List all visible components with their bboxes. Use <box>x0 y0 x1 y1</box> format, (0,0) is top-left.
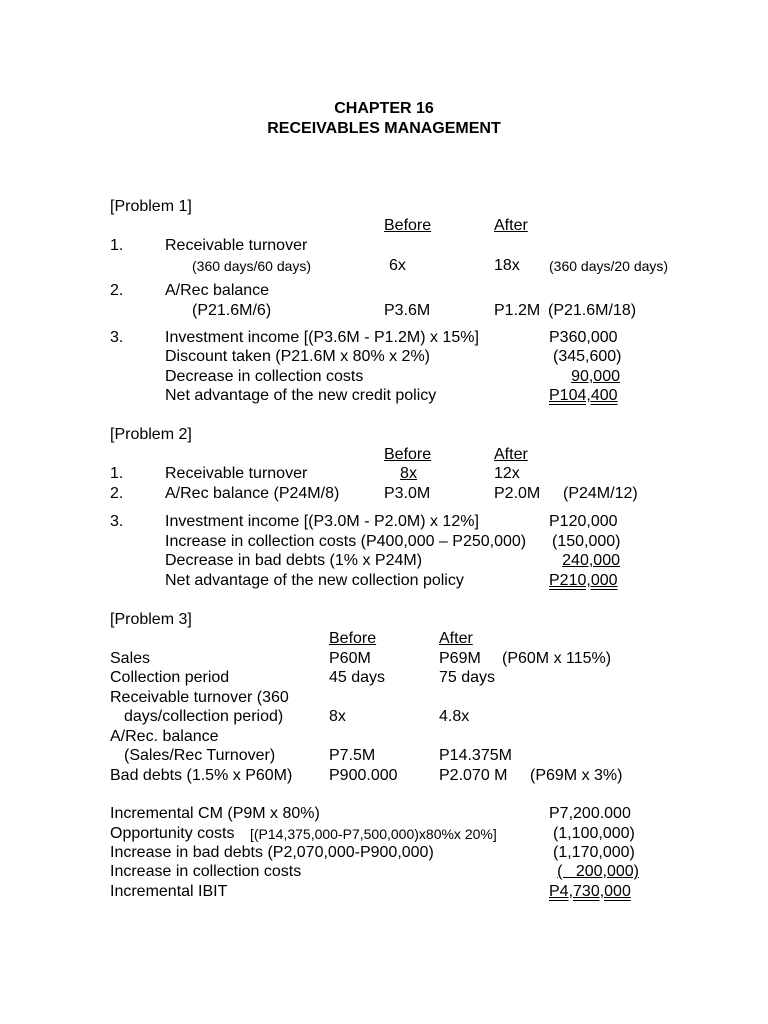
p3-row-label-cont: days/collection period) <box>124 708 284 725</box>
p1-item-number: 2. <box>110 282 124 299</box>
p2-item-number: 3. <box>110 513 124 530</box>
chapter-number: CHAPTER 16 <box>334 100 434 117</box>
p1-label: Net advantage of the new credit policy <box>165 387 437 404</box>
p2-before-header: Before <box>384 446 432 463</box>
p2-after-value: P2.0M <box>494 485 541 502</box>
p1-before-value: 6x <box>389 257 406 274</box>
p3-after-value: 75 days <box>439 669 496 686</box>
p3-label: Increase in collection costs <box>110 863 302 880</box>
p3-label: Increase in bad debts (P2,070,000-P900,000) <box>110 844 434 861</box>
p1-after-value: P1.2M <box>494 302 541 319</box>
p3-after-value: P2.070 M <box>439 767 508 784</box>
p3-row-label: Bad debts (1.5% x P60M) <box>110 767 293 784</box>
p3-before-value: P900.000 <box>329 767 398 784</box>
p3-before-value: 8x <box>329 708 346 725</box>
p1-before-header: Before <box>384 217 432 234</box>
p3-row-label: A/Rec. balance <box>110 728 219 745</box>
p2-label: Investment income [(P3.0M - P2.0M) x 12%] <box>165 513 479 530</box>
p1-after-value: 18x <box>494 257 520 274</box>
p1-amount: (345,600) <box>553 348 622 365</box>
p3-after-value: 4.8x <box>439 708 470 725</box>
p1-sublabel: (P21.6M/6) <box>192 302 272 319</box>
p2-after-header: After <box>494 446 528 463</box>
p2-label: Net advantage of the new collection policy <box>165 572 464 589</box>
p3-after-value: P14.375M <box>439 747 512 764</box>
p2-label: Increase in collection costs (P400,000 – P250,000) <box>165 533 527 550</box>
p3-row-label-cont: (Sales/Rec Turnover) <box>124 747 276 764</box>
p3-label: Opportunity costs <box>110 825 235 842</box>
p2-label: Decrease in bad debts (1% x P24M) <box>165 552 423 569</box>
p3-before-value: P7.5M <box>329 747 376 764</box>
p3-after-header: After <box>439 630 473 647</box>
p3-total: P4,730,000 <box>549 883 631 900</box>
p1-label: A/Rec balance <box>165 282 270 299</box>
p2-after-value: 12x <box>494 465 520 482</box>
p3-note: (P69M x 3%) <box>530 767 623 784</box>
p3-before-header: Before <box>329 630 377 647</box>
p3-note: (P60M x 115%) <box>502 650 612 667</box>
p2-item-number: 2. <box>110 485 124 502</box>
p3-before-value: 45 days <box>329 669 386 686</box>
problem-1-heading: [Problem 1] <box>110 198 192 215</box>
p1-note: (P21.6M/18) <box>548 302 637 319</box>
p1-item-number: 3. <box>110 329 124 346</box>
p3-amount: (1,100,000) <box>553 825 635 842</box>
p2-before-value: P3.0M <box>384 485 431 502</box>
p3-row-label: Receivable turnover (360 <box>110 689 289 706</box>
p3-before-value: P60M <box>329 650 371 667</box>
p2-note: (P24M/12) <box>563 485 638 502</box>
p1-label: Decrease in collection costs <box>165 368 364 385</box>
p2-amount: (150,000) <box>552 533 621 550</box>
p3-row-label: Collection period <box>110 669 230 686</box>
p2-item-number: 1. <box>110 465 124 482</box>
p3-amount: (1,170,000) <box>553 844 635 861</box>
p1-sublabel: (360 days/60 days) <box>192 258 312 274</box>
p1-after-header: After <box>494 217 528 234</box>
p2-amount: 240,000 <box>562 552 620 569</box>
p3-row-label: Sales <box>110 650 151 667</box>
p2-label: A/Rec balance (P24M/8) <box>165 485 340 502</box>
p1-amount: P360,000 <box>549 329 618 346</box>
p1-label: Discount taken (P21.6M x 80% x 2%) <box>165 348 431 365</box>
p1-total: P104,400 <box>549 387 618 404</box>
p2-amount: P120,000 <box>549 513 618 530</box>
p3-label: Incremental CM (P9M x 80%) <box>110 805 320 822</box>
chapter-title: RECEIVABLES MANAGEMENT <box>267 120 501 137</box>
problem-3-heading: [Problem 3] <box>110 611 192 628</box>
p2-total: P210,000 <box>549 572 618 589</box>
p2-before-value: 8x <box>400 465 417 482</box>
p3-after-value: P69M <box>439 650 481 667</box>
p3-sublabel: [(P14,375,000-P7,500,000)x80%x 20%] <box>250 826 497 842</box>
p3-amount: ( 200,000) <box>557 863 639 880</box>
p1-label: Receivable turnover <box>165 237 308 254</box>
p1-item-number: 1. <box>110 237 124 254</box>
p1-before-value: P3.6M <box>384 302 431 319</box>
p1-note: (360 days/20 days) <box>549 258 669 274</box>
p1-amount: 90,000 <box>571 368 620 385</box>
p2-label: Receivable turnover <box>165 465 308 482</box>
p3-label: Incremental IBIT <box>110 883 228 900</box>
problem-2-heading: [Problem 2] <box>110 426 192 443</box>
p3-amount: P7,200.000 <box>549 805 631 822</box>
p1-label: Investment income [(P3.6M - P1.2M) x 15%] <box>165 329 479 346</box>
